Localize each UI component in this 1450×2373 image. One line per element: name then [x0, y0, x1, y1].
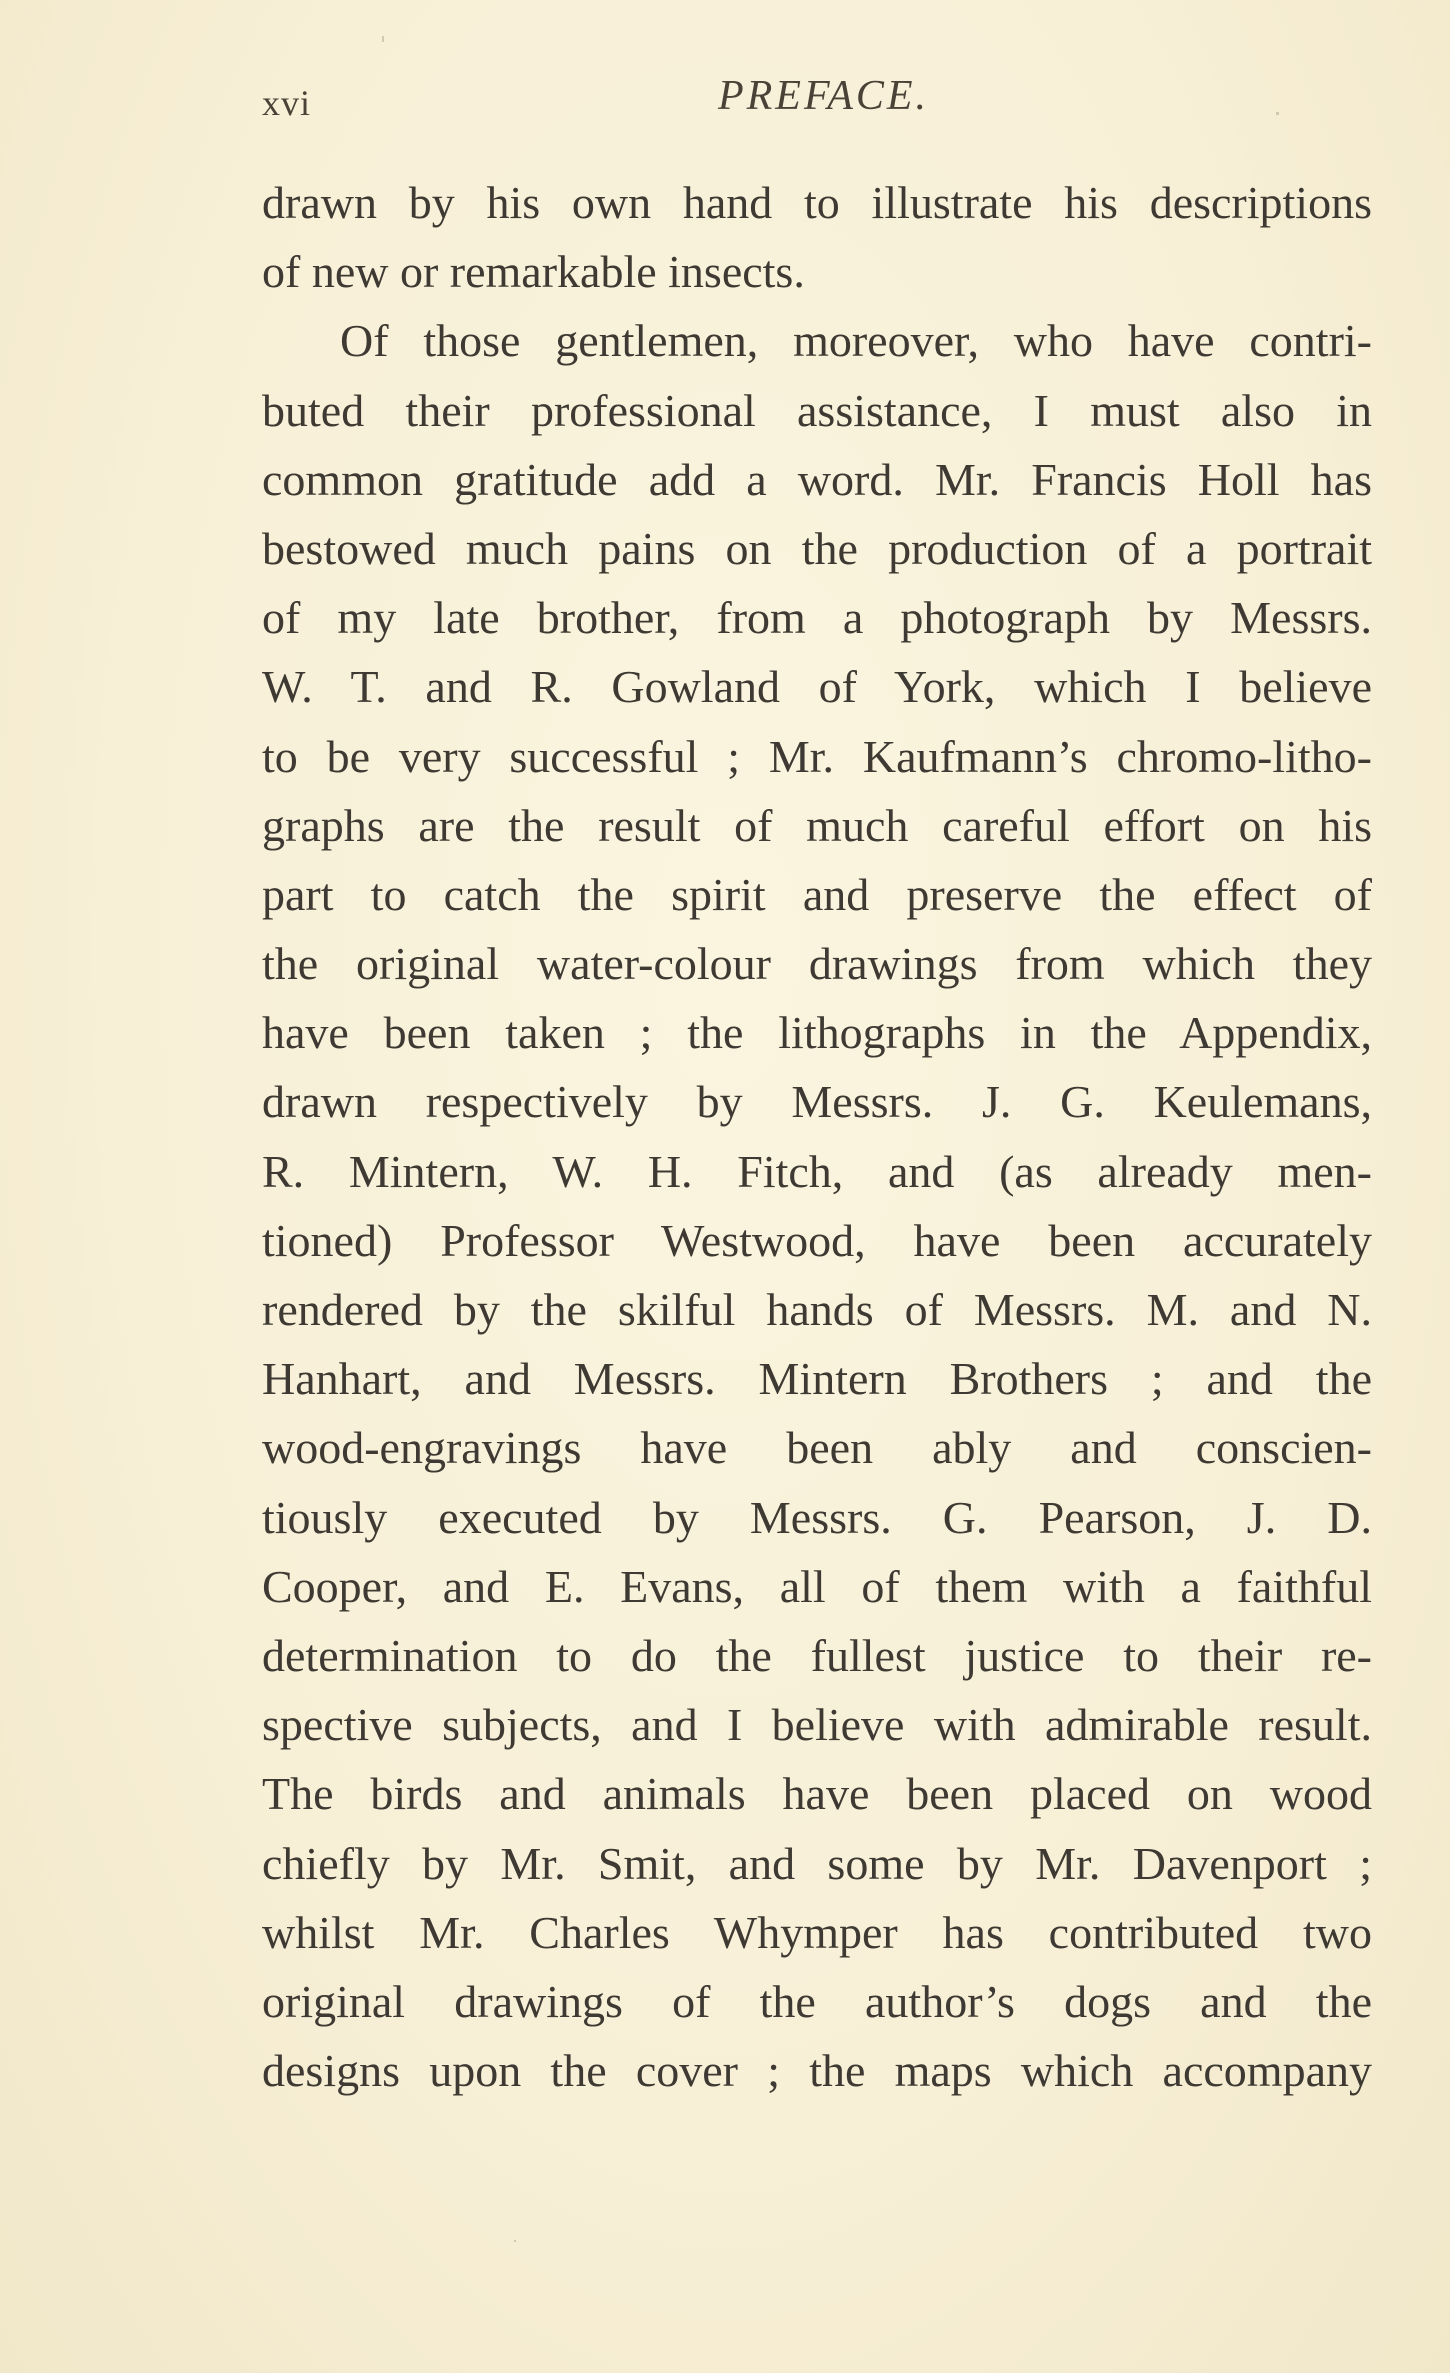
text-line: chiefly by Mr. Smit, and some by Mr. Davenport ; — [262, 1837, 1372, 1889]
text-line: have been taken ; the lithographs in the Appendix, — [262, 1007, 1372, 1059]
text-line: wood-engravings have been ably and conscien- — [262, 1422, 1372, 1474]
page-number: xvi — [262, 83, 312, 123]
text-line: original drawings of the author’s dogs and the — [262, 1975, 1372, 2027]
text-line: part to catch the spirit and preserve the effect of — [262, 868, 1372, 920]
text-line: drawn respectively by Messrs. J. G. Keulemans, — [262, 1076, 1372, 1128]
text-line: tioned) Professor Westwood, have been accurately — [262, 1214, 1372, 1266]
text-line: of new or remarkable insects. — [262, 246, 805, 298]
text-line: the original water-colour drawings from which they — [262, 938, 1372, 990]
text-line: to be very successful ; Mr. Kaufmann’s chromo-litho- — [262, 730, 1372, 782]
text-line: drawn by his own hand to illustrate his descriptions — [262, 177, 1372, 228]
text-line: Cooper, and E. Evans, all of them with a faithful — [262, 1560, 1372, 1612]
paper-speck — [514, 2240, 516, 2242]
text-line: rendered by the skilful hands of Messrs. M. and N. — [262, 1284, 1372, 1335]
running-title: PREFACE. — [718, 73, 930, 119]
paper-speck — [1276, 112, 1279, 115]
text-line: Hanhart, and Messrs. Mintern Brothers ; and the — [262, 1353, 1372, 1405]
body-text — [262, 168, 1372, 2105]
text-line: designs upon the cover ; the maps which accompany — [262, 2045, 1372, 2097]
running-head — [262, 72, 1372, 132]
text-line: determination to do the fullest justice to their re- — [262, 1629, 1372, 1681]
text-line: R. Mintern, W. H. Fitch, and (as already men- — [262, 1145, 1372, 1197]
text-line: of my late brother, from a photograph by Messrs. — [262, 592, 1372, 644]
text-line: tiously executed by Messrs. G. Pearson, J. D. — [262, 1491, 1372, 1543]
text-line: W. T. and R. Gowland of York, which I believe — [262, 661, 1372, 713]
text-line: bestowed much pains on the production of a portrait — [262, 522, 1372, 574]
paper-speck — [382, 36, 384, 42]
text-line: The birds and animals have been placed on wood — [262, 1768, 1372, 1820]
text-line: Of those gentlemen, moreover, who have contri- — [340, 315, 1372, 367]
text-line: buted their professional assistance, I must also in — [262, 384, 1372, 436]
text-line: graphs are the result of much careful effort on his — [262, 799, 1372, 851]
text-line: spective subjects, and I believe with admirable result. — [262, 1699, 1372, 1751]
text-line: common gratitude add a word. Mr. Francis Holl has — [262, 453, 1372, 505]
text-line: whilst Mr. Charles Whymper has contributed two — [262, 1906, 1372, 1958]
